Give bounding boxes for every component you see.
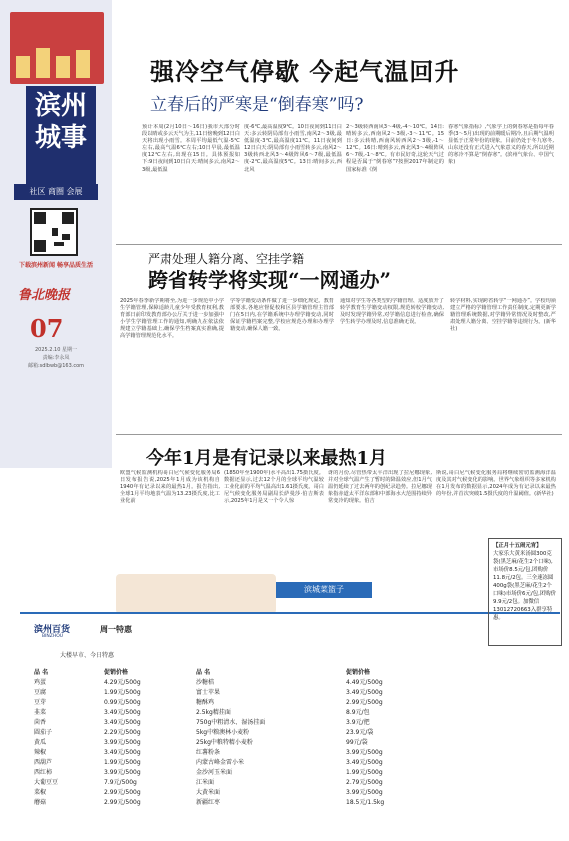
article1-col3: 2～3级转西南风3～4级,-4～10℃。14日:晴转多云,西南风2～3级,-3～11℃。15日:多云转晴,西南风转西风2～3级,-1～12℃。16日:晴到多云,西北风3～4级阵风6～7级,-1～8℃。有市民好奇,这轮天气过程是否属于“倒春寒”?按照2017年制定的国家标准《倒 [346, 124, 444, 173]
article1-col2: 度-6℃,最高温度9℃。10日夜间到11日白天:多云转阴局部有小雨雪,南风2～3级,最低温度-3℃,最高温度11℃。11日夜间到12日白天:阴局部有小雨雪转多云,南风2～3级转西北风3～4级阵风6～7级,最低温度-2℃,最高温度5℃。13日:晴间多云,西北风 [244, 124, 342, 173]
item-price: 3.99元/500g [346, 749, 383, 756]
item-name: 韭菜 [34, 709, 47, 716]
section-title [26, 86, 96, 184]
item-name: 富士苹果 [196, 689, 221, 696]
store-logo-sub: BINZHOU [42, 634, 64, 639]
item-price: 1.99元/500g [104, 689, 141, 696]
table-row [196, 708, 486, 718]
item-name: 茴香 [34, 719, 47, 726]
article1-col1: 预计本周(2月10日～16日)我市大部分时段以晴或多云天气为主,11日傍晚到12日白天将出现小雨雪。本周平均最低气温-5℃左右,最高气温6℃左右;10日早晨,最低温度12℃左右,出现在15日。具体预报如下:9日夜间到10日白天:晴间多云,南风2～3级,最低温 [142, 124, 240, 173]
masthead-illustration [10, 12, 104, 84]
section-title-line1: 滨州 [34, 91, 87, 121]
editor-email: 邮箱:sdlbwb@163.com [27, 363, 85, 369]
article1-subtitle: 立春后的严寒是“倒春寒”吗? [150, 95, 364, 115]
newspaper-brand: 鲁北晚报 [18, 288, 71, 303]
item-price: 0.99元/500g [104, 699, 141, 706]
table-row [196, 748, 486, 758]
item-price: 3.49元/500g [346, 759, 383, 766]
item-price: 1.99元/500g [346, 769, 383, 776]
table-row [34, 728, 194, 738]
table-row [34, 738, 194, 748]
item-price: 3.99元/500g [346, 789, 383, 796]
page-number: 07 [30, 314, 64, 343]
article2-kicker: 严肃处理人籍分离、空挂学籍 [148, 252, 305, 266]
item-price: 3.49元/500g [346, 689, 383, 696]
table-row [196, 678, 486, 688]
table-row [196, 788, 486, 798]
col-header-name: 品 名 [34, 669, 49, 676]
table-row [196, 688, 486, 698]
table-row [196, 718, 486, 728]
article1-col4: 春寒气象指标》,气象学上的倒春寒是指每年春季(3～5月)出现的前期暖后期冷,且后期气温明显低于正常年份的现象。目前仍处于冬九寒冬,山东还没有正式进入气象意义的春天,所以近期的寒冷不算是“倒春寒”。(滨州气象台、中国气象) [448, 124, 554, 166]
article3-title: 今年1月是有记录以来最热1月 [146, 448, 388, 469]
table-row [196, 768, 486, 778]
item-price: 8.9元/包 [346, 709, 370, 716]
table-row [196, 728, 486, 738]
item-name: 内蒙古峰金雷小米 [196, 759, 245, 766]
market-illustration [116, 574, 276, 614]
item-name: 糖酥鸡 [196, 699, 215, 706]
item-price: 7.9元/500g [104, 779, 137, 786]
item-name: 江米面 [196, 779, 215, 786]
table-row [34, 778, 194, 788]
qr-caption: 下载滨州新闻 畅享品质生活 [18, 262, 94, 269]
item-price: 23.9元/袋 [346, 729, 374, 736]
item-name: 5kg中粮澳林小麦粉 [196, 729, 250, 736]
item-price: 2.29元/500g [104, 729, 141, 736]
table-row [196, 798, 486, 808]
article2-col4: 转学材料,实现跨省转学“一网通办”。学校均须建立严格的学籍管理工作责任制度,定期更新学籍管理系统数据,对学籍异常情况及时整改,严肃处理人籍分离、空挂学籍等违规行为。(新华社) [450, 298, 556, 333]
item-price: 2.99元/500g [346, 699, 383, 706]
table-row [34, 718, 194, 728]
promo-text: 大家乐大黄米汤圆300克袋(黑芝麻/花生2个口味),市场价8.5元/包,团购价11.8元/2包。三全速冻圆400g袋(黑芝麻/花生2个口味)市场价6元/包,团购价9.9元/2包。加微信13012720663入群享特惠。 [493, 551, 556, 621]
qr-code[interactable] [30, 208, 78, 256]
item-name: 2.5kg精挂面 [196, 709, 231, 716]
article2-col3: 通知对学生等各类型的学籍管理、适度放开了转学教育生学籍变动权限,规范转校学籍变动,及时发现学籍异常,对学籍信息进行检查,确保学生转学办理及时,信息准确无误。 [340, 298, 444, 326]
section-subtitle: 社区 商圈 会展 [14, 184, 98, 200]
item-name: 豆芽 [34, 699, 47, 706]
section-title-line2: 城事 [34, 123, 87, 153]
item-name: 菜椒 [34, 789, 47, 796]
item-name: 西红柿 [34, 769, 53, 776]
item-name: 沙糖桔 [196, 679, 215, 686]
col-header-price: 促销价格 [346, 669, 371, 676]
item-price: 3.49元/500g [104, 749, 141, 756]
editor-name: 责编:李永凤 [42, 355, 70, 361]
article3-col2: (1850年至1900年)水平高出1.75摄氏度。数据还显示,过去12个月的全球平均气温较工业化前的平均气温高出1.61摄氏度。哥白尼气候变化服务局副局长萨曼莎·伯吉斯表示,2025年1月是又一个令人惊 [224, 470, 324, 505]
article3-col3: 讶的月份,尽管热带太平洋出现了拉尼娜现象,并对全球气温产生了暂时的降温效应,但1月气温仍延续了过去两年的创纪录趋势。拉尼娜现象指赤道太平洋东部和中部海水大范围持续异常变冷的现象。伯吉 [328, 470, 432, 505]
col-header-name: 品 名 [196, 669, 211, 676]
article2-title: 跨省转学将实现“一网通办” [148, 268, 392, 292]
item-price: 18.5元/1.5kg [346, 799, 385, 806]
item-price: 2.79元/500g [346, 779, 383, 786]
price-table-1 [34, 668, 194, 808]
item-price: 4.29元/500g [104, 679, 141, 686]
col-header-price: 促销价格 [104, 669, 129, 676]
item-price: 4.49元/500g [346, 679, 383, 686]
table-row [34, 678, 194, 688]
item-name: 豆腐 [34, 689, 47, 696]
item-name: 25kg中粮特精小麦粉 [196, 739, 253, 746]
item-name: 红薯粉条 [196, 749, 221, 756]
item-name: 新疆红枣 [196, 799, 221, 806]
divider [116, 434, 562, 435]
article2-col2: 学等学籍变动条件做了进一步细化规定。教育部要求,各地应督促校和区县学籍管理主管部门在5日内,在学籍系统中办理学籍变动,同时保证学籍档案完整,学校应规范办理和办理学籍变动,确保人籍一致。 [230, 298, 334, 333]
item-price: 1.99元/500g [104, 759, 141, 766]
table-row [34, 688, 194, 698]
item-price: 99元/袋 [346, 739, 368, 746]
item-name: 大葡豆豆 [34, 779, 59, 786]
article3-col1: 欧盟气候监测机构哥白尼气候变化服务局6日发布报告说,2025年1月成为该机构自1940年有记录以来的最热1月。报告指出,全球1月平均地表气温为13.23摄氏度,比工业化前 [120, 470, 220, 505]
item-name: 圆茄子 [34, 729, 53, 736]
table-row [196, 698, 486, 708]
article2-col1: 2025年春季新学期将至,为进一步规范中小学生学籍管理,保障适龄儿童少年受教育权利,教育部日前印发教育部办公厅关于进一步加强中小学生学籍管理工作的通知,明确九在依法依规建立学籍基础上,确保学生档案真实准确,提高学籍管理规范化水平。 [120, 298, 224, 340]
article1-title: 强冷空气停歇 今起气温回升 [150, 57, 460, 86]
item-name: 辣椒 [34, 749, 47, 756]
deal-title: 周一特惠 [100, 625, 132, 634]
table-row [34, 758, 194, 768]
item-name: 大黄米面 [196, 789, 221, 796]
item-price: 2.99元/500g [104, 799, 141, 806]
table-row [34, 768, 194, 778]
table-row [34, 708, 194, 718]
item-name: 750g中粗清水、湿汤挂面 [196, 719, 266, 726]
item-name: 西葫芦 [34, 759, 53, 766]
item-name: 金沙河玉米面 [196, 769, 233, 776]
item-price: 3.99元/500g [104, 739, 141, 746]
article3-col4: 斯说,哥白尼气候变化服务局将继续密切监测海洋温度及其对气候变化的影响。世界气象组织等多家机构在1月发布的数据显示,2024年成为有记录以来最热的年份,并首次突破1.5摄氏度的升温阈值。(新华社) [436, 470, 556, 498]
issue-date: 2025.2.10 星期一 [34, 347, 78, 353]
market-banner: 滨城菜篮子 [276, 582, 372, 598]
item-name: 鸡蛋 [34, 679, 47, 686]
price-table-2 [196, 668, 486, 808]
table-row [196, 738, 486, 748]
promo-title: 【正月十五闹元宵】 [493, 543, 542, 549]
promo-box [488, 538, 562, 646]
item-price: 3.99元/500g [104, 769, 141, 776]
item-price: 2.99元/500g [104, 789, 141, 796]
market-location: 大楼早市、今日特惠 [60, 652, 115, 659]
item-price: 3.49元/500g [104, 709, 141, 716]
item-name: 蘑菇 [34, 799, 47, 806]
store-logo: 滨州百货 [34, 625, 71, 635]
market-rule [20, 612, 560, 614]
item-price: 3.9元/把 [346, 719, 370, 726]
table-row [196, 778, 486, 788]
table-row [34, 748, 194, 758]
divider [116, 244, 562, 245]
item-price: 3.49元/500g [104, 719, 141, 726]
table-row [34, 788, 194, 798]
table-row [196, 758, 486, 768]
item-name: 黄瓜 [34, 739, 47, 746]
table-row [34, 798, 194, 808]
table-row [34, 698, 194, 708]
